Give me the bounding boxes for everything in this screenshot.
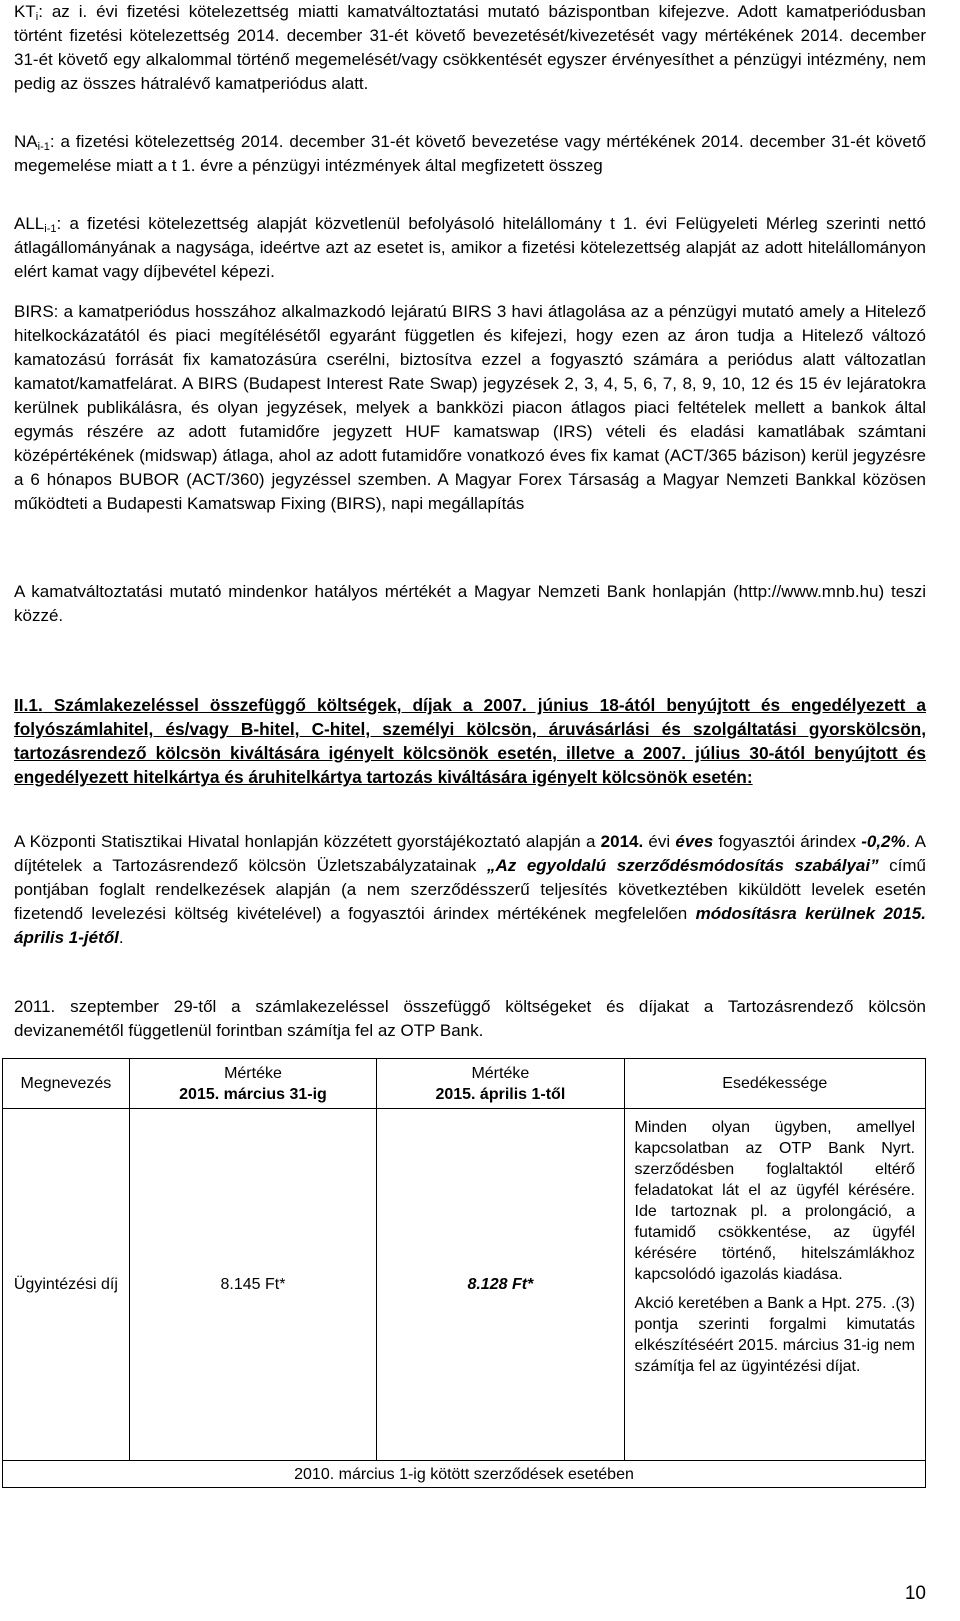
header-amount-new-label: Mértéke [471,1064,530,1082]
kt-subscript: i [35,11,39,23]
p6-effective-date: módosításra kerülnek 2015. április 1-jétől [14,904,926,947]
mnb-publication-note: A kamatváltoztatási mutató mindenkor hatályos mértékét a Magyar Nemzeti Bank honlapján (http://www.mnb.hu) teszi közzé. [14,582,926,625]
p6-text-g: . A díjtételek a Tartozásrendező kölcsön Üzletszabályzatainak [14,832,926,875]
p6-text-i: című pontjában foglalt rendelkezések alapján (a nem szerződésszerű teljesítés következtében kiküldött levelek esetén fizetendő levelezési költség kivételével) a fogyasztói árindex mértékének megfelelően [14,856,927,923]
fee-name: Ügyintézési díj [3,1109,130,1461]
p6-text-e: fogyasztói árindex [713,832,862,851]
na-symbol: NA [14,132,38,151]
fee-due-text-2: Akció keretében a Bank a Hpt. 275. .(3) pontja szerinti forgalmi kimutatás elkészítéséért 2015. március 31-ig nem számítja fel az ügyintézési díjat. [634,1295,915,1375]
currency-note: 2011. szeptember 29-től a számlakezeléssel összefüggő költségeket és díjakat a Tartozásrendező kölcsön devizanemétől függetlenül forintban számítja fel az OTP Bank. [14,997,926,1040]
all-definition-text: : a fizetési kötelezettség alapját közvetlenül befolyásoló hitelállomány t 1. évi Felügyeleti Mérleg szerinti nettó átlagállományának a nagysága, ideértve azt az esetet is, amikor a fizetési kötelezettség alapját az adott hitelállományon elért kamat vagy díjbevétel képezi. [14,214,926,281]
p6-rule-title: „Az egyoldalú szerződésmódosítás szabályai” [486,856,879,875]
birs-definition: BIRS: a kamatperiódus hosszához alkalmazkodó lejáratú BIRS 3 havi átlagolása az a pénzügyi mutató amely a Hitelező hitelkockázatától és piaci megítélésétől egyaránt független és kifejezi, hogy ezen az áron tudja a Hitelező változó kamatozású forrását fix kamatozásúra cserélni, biztosítva ezzel a fogyasztó számára a periódus alatt változatlan kamatot/kamatfelárat. A BIRS (Budapest Interest Rate Swap) jegyzések 2, 3, 4, 5, 6, 7, 8, 9, 10, 12 és 15 év lejáratokra kerülnek publikálásra, és olyan jegyzések, melyek a bankközi piacon átlagos piaci feltételek mellett a bankok által egymás részére az adott futamidőre jegyzett HUF kamatswap (IRS) vételi és eladási kamatlábak számtani középértékének (midswap) átlaga, ahol az adott futamidőre vonatkozó éves fix kamat (ACT/365 bázison) kerül jegyzésre a 6 hónapos BUBOR (ACT/360) jegyzéssel szemben. A Magyar Forex Társaság a Magyar Nemzeti Bankkal közösen működteti a Budapesti Kamatswap Fixing (BIRS), napi megállapítás [14,302,926,513]
header-amount-new-date: 2015. április 1-től [435,1085,566,1103]
p6-index-value: -0,2% [861,832,906,851]
section-title: Számlakezeléssel összefüggő költségek, díjak a 2007. június 18-ától benyújtott és engedélyezett a folyószámlahitel, és/vagy B-hitel, C-hitel, személyi kölcsön, áruvásárlási és szolgáltatási gyorskölcsön, tartozásrendező kölcsön kiváltására igényelt kölcsönök esetén, illetve a 2007. július 30-ától benyújtott és engedélyezett hitelkártya és áruhitelkártya tartozás kiváltására igényelt kölcsönök esetén: [14,695,926,787]
section-heading [14,693,926,789]
header-amount-old [129,1059,376,1109]
kt-definition-text: : az i. évi fizetési kötelezettség miatti kamatváltoztatási mutató bázispontban kifejezve. Adott kamatperiódusban történt fizetési kötelezettség 2014. december 31-ét követő bevezetését/kivezetését vagy mértékének 2014. december 31-ét követő egy alkalommal történő megemelését/vagy csökkentését egyszer érvényesíthet a pénzügyi intézmény, nem pedig az összes hátralévő kamatperiódus alatt. [14,2,926,93]
p6-text-a: A Központi Statisztikai Hivatal honlapján közzétett gyorstájékoztató alapján a [14,832,601,851]
fee-due-text-1: Minden olyan ügyben, amellyel kapcsolatban az OTP Bank Nyrt. szerződésben foglaltaktól eltérő feladatokat lát el az ügyfél kérésére. Ide tartoznak pl. a prolongáció, a futamidő csökkentése, az ügyfél kérésére történő, hitelszámlákhoz kapcsolódó igazolás kiadása. [634,1119,915,1283]
header-due: Esedékessége [624,1059,925,1109]
header-name: Megnevezés [3,1059,130,1109]
na-definition [14,130,926,178]
header-amount-new [377,1059,624,1109]
fee-due [624,1109,925,1461]
na-definition-text: : a fizetési kötelezettség 2014. december 31-ét követő bevezetése vagy mértékének 2014. december 31-ét követő megemelése miatt a t 1. évre a pénzügyi intézmények által megfizetett összeg [14,132,926,175]
fee-table [2,1058,926,1488]
p6-annual: éves [675,832,714,851]
fee-table-header-row [3,1059,926,1109]
page-number: 10 [904,1583,926,1604]
fee-table-footer: 2010. március 1-ig kötött szerződések esetében [3,1461,926,1488]
p6-year: 2014. [600,832,644,851]
na-subscript: i-1 [37,141,50,153]
header-amount-old-label: Mértéke [224,1064,282,1082]
fee-value-new [377,1109,624,1461]
fee-value-new-text: 8.128 Ft* [467,1276,534,1293]
all-definition [14,212,926,284]
all-symbol: ALL [14,214,45,233]
kt-symbol: KT [14,2,36,21]
p6-text-c: évi [643,832,676,851]
kt-definition [14,0,926,96]
header-amount-old-date: 2015. március 31-ig [179,1085,327,1103]
all-subscript: i-1 [44,223,57,235]
p6-text-k: . [118,928,124,947]
fee-table-row [3,1109,926,1461]
fee-table-footer-row [3,1461,926,1488]
fee-value-old: 8.145 Ft* [129,1109,376,1461]
section-number: II.1. [14,695,43,715]
price-index-paragraph [14,830,926,950]
